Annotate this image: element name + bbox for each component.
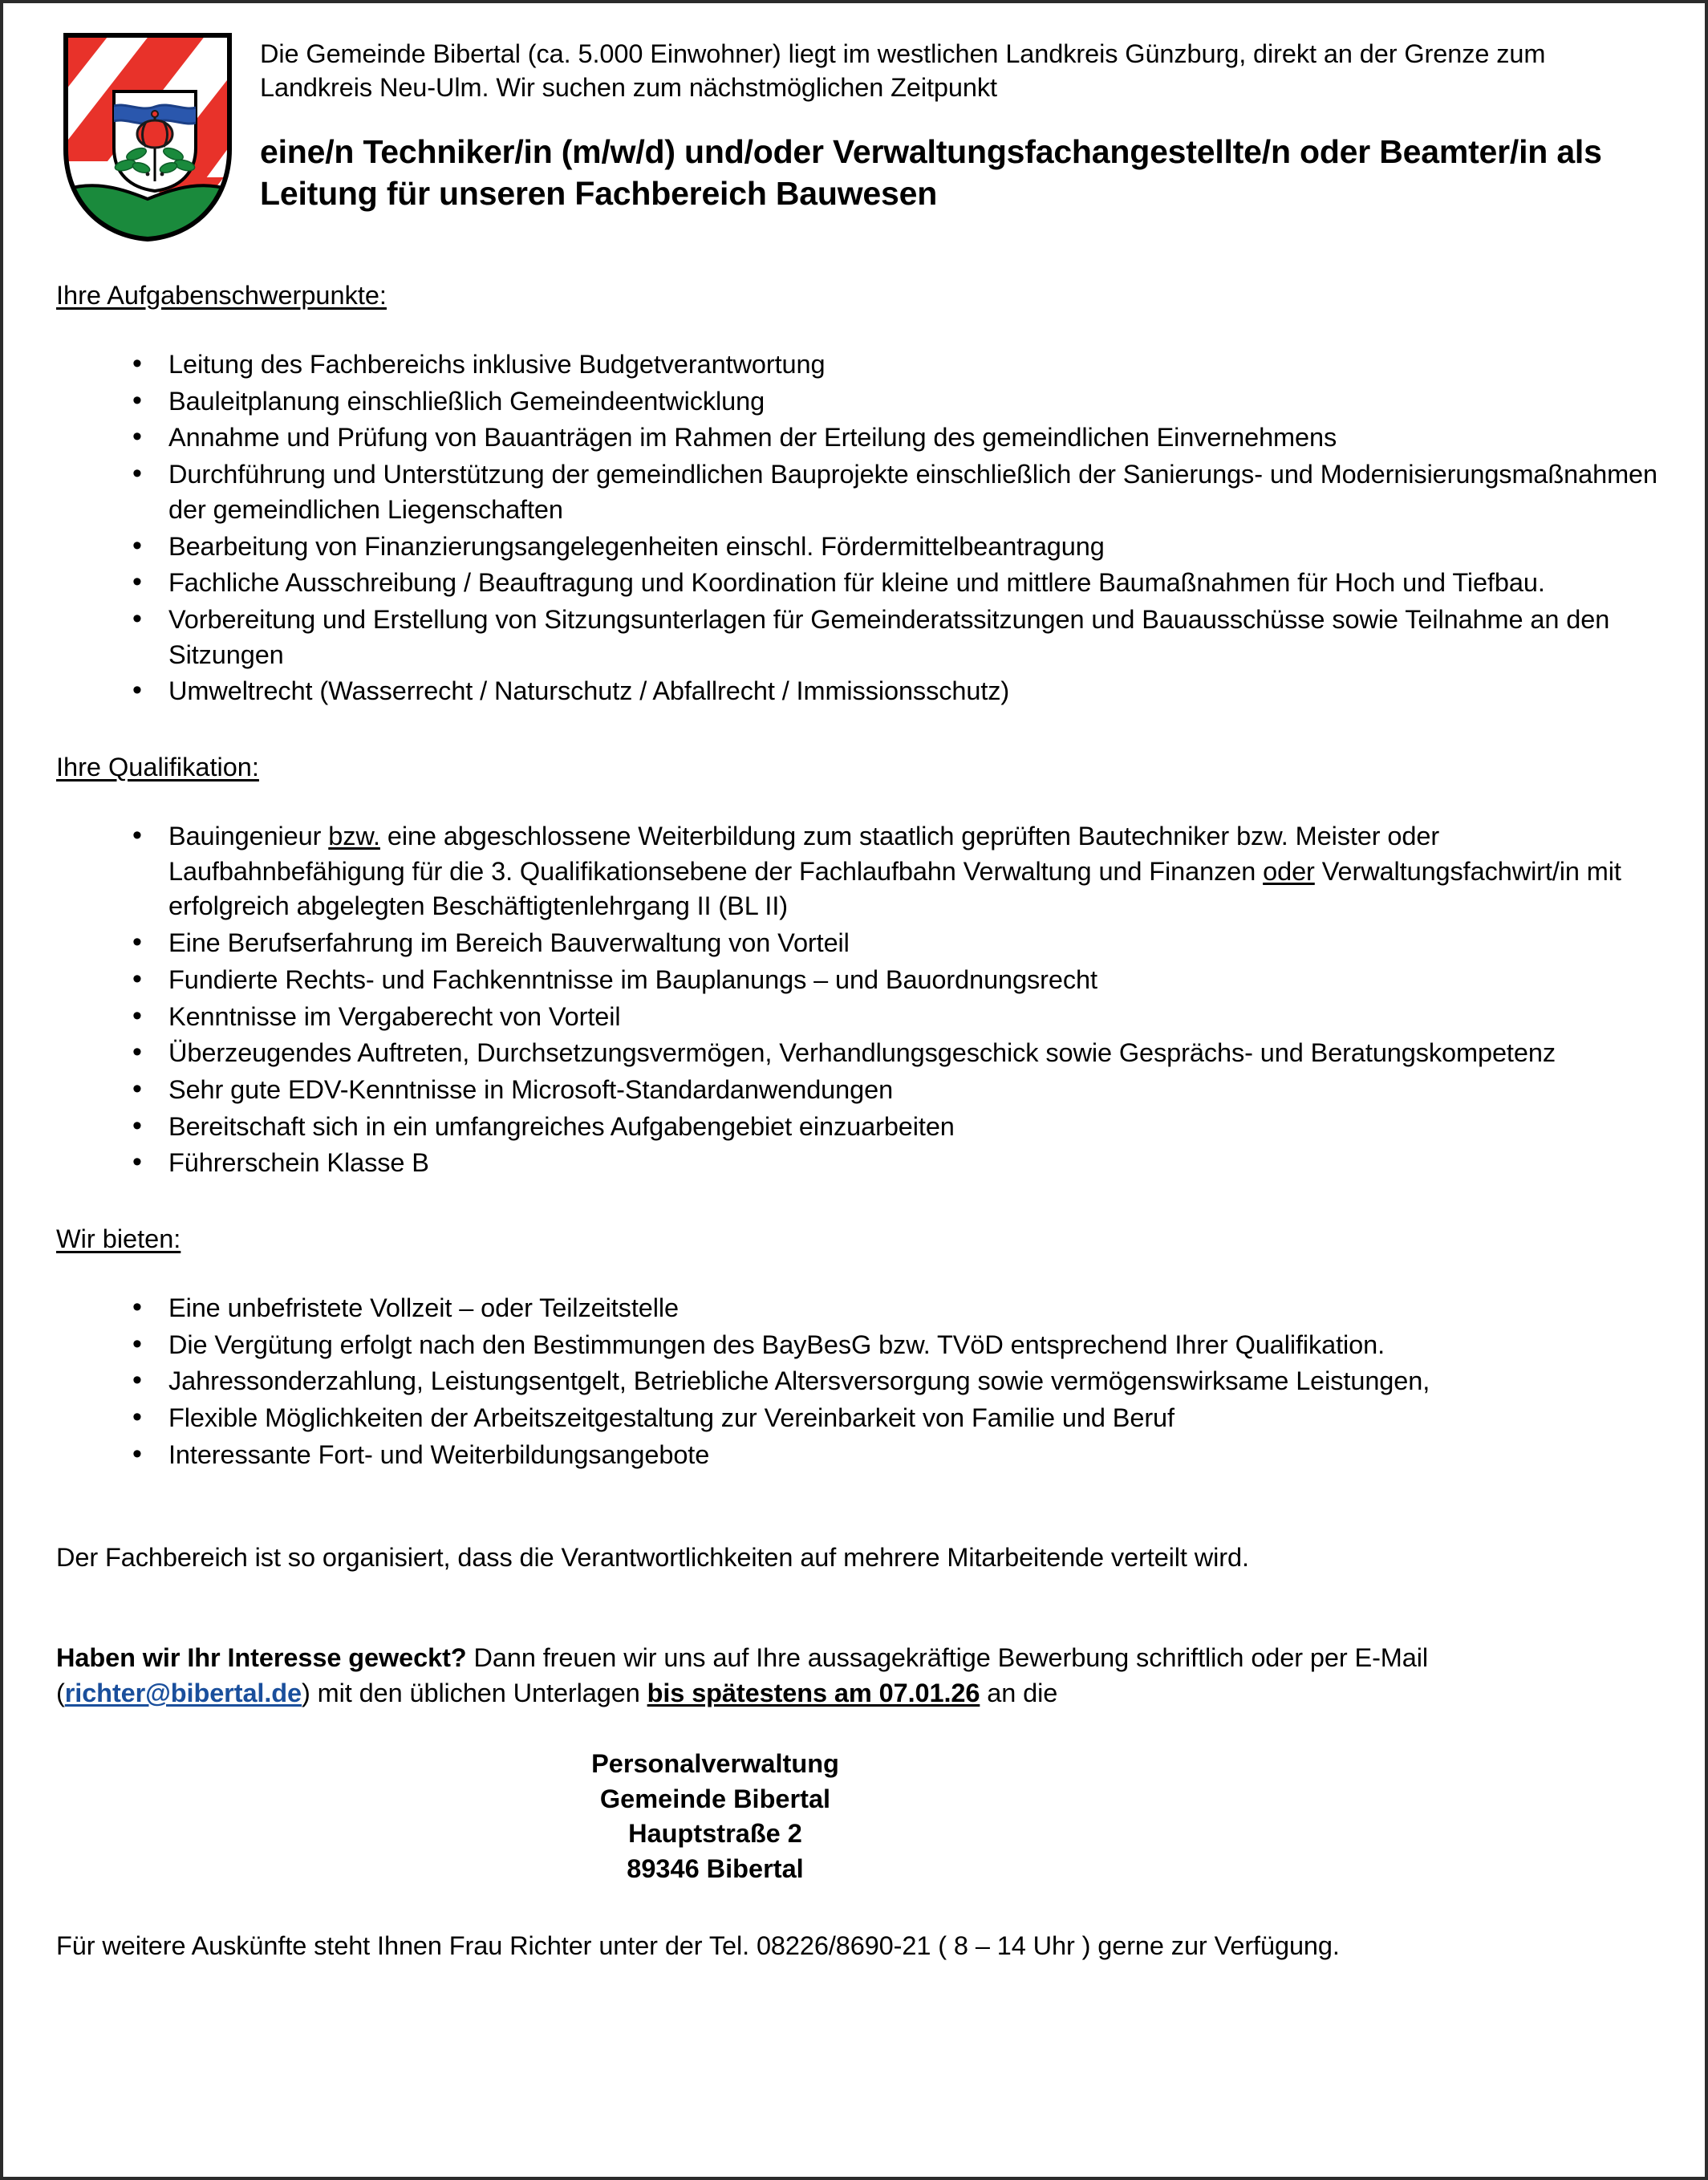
coat-of-arms-icon — [51, 29, 244, 246]
email-link[interactable]: richter@bibertal.de — [64, 1678, 302, 1707]
cta-bold: Haben wir Ihr Interesse geweckt? — [56, 1643, 467, 1673]
list-item: • Eine Berufserfahrung im Bereich Bauverwaltung von Vorteil — [56, 926, 1663, 961]
list-item: • Leitung des Fachbereichs inklusive Budgetverantwortung — [56, 347, 1663, 383]
list-item: • Die Vergütung erfolgt nach den Bestimmungen des BayBesG bzw. TVöD entsprechend Ihrer Qualifikation. — [56, 1328, 1663, 1363]
document-body — [45, 281, 1663, 1964]
address-line-city: 89346 Bibertal — [627, 1854, 804, 1884]
list-item: • Bauleitplanung einschließlich Gemeindeentwicklung — [56, 384, 1663, 420]
list-item: • Sehr gute EDV-Kenntnisse in Microsoft-Standardanwendungen — [56, 1073, 1663, 1108]
qual-part-1: Bauingenieur — [168, 822, 329, 851]
qual-underline-1: bzw. — [328, 822, 380, 851]
crest-container — [45, 27, 260, 246]
cta-after-deadline: an die — [980, 1678, 1058, 1707]
list-item-qualification-primary — [56, 819, 1663, 924]
qual-part-2: eine abgeschlossene Weiterbildung zum staatlich geprüften Bautechniker bzw. Meister oder Laufbahnbefähigung für die 3. Qualifikationsebene der Fachlaufbahn Verwaltung und Finanzen — [168, 822, 1440, 886]
list-item: • Fachliche Ausschreibung / Beauftragung und Koordination für kleine und mittlere Baumaßnahmen für Hoch und Tiefbau. — [56, 566, 1663, 601]
address-line-municipality: Gemeinde Bibertal — [599, 1784, 831, 1813]
list-item: • Jahressonderzahlung, Leistungsentgelt, Betriebliche Altersversorgung sowie vermögenswirksame Leistungen, — [56, 1364, 1663, 1399]
contact-footer: Für weitere Auskünfte steht Ihnen Frau Richter unter der Tel. 08226/8690-21 ( 8 – 14 Uhr ) gerne zur Verfügung. — [56, 1931, 1340, 1961]
list-item: • Flexible Möglichkeiten der Arbeitszeitgestaltung zur Vereinbarkeit von Familie und Beruf — [56, 1401, 1663, 1436]
list-item: • Bereitschaft sich in ein umfangreiches Aufgabengebiet einzuarbeiten — [56, 1110, 1663, 1145]
section-heading-offer: Wir bieten: — [56, 1224, 181, 1254]
organisation-note: Der Fachbereich ist so organisiert, dass die Verantwortlichkeiten auf mehrere Mitarbeitende verteilt wird. — [56, 1542, 1249, 1572]
list-item: • Durchführung und Unterstützung der gemeindlichen Bauprojekte einschließlich der Sanierungs- und Modernisierungsmaßnahmen der gemeindlichen Liegenschaften — [56, 457, 1663, 527]
qualification-list — [56, 819, 1663, 1181]
address-block — [56, 1747, 1663, 1888]
section-heading-tasks: Ihre Aufgabenschwerpunkte: — [56, 281, 387, 310]
list-item: • Fundierte Rechts- und Fachkenntnisse im Bauplanungs – und Bauordnungsrecht — [56, 963, 1663, 998]
deadline-text: bis spätestens am 07.01.26 — [647, 1678, 980, 1707]
list-item: • Überzeugendes Auftreten, Durchsetzungsvermögen, Verhandlungsgeschick sowie Gesprächs- und Beratungskompetenz — [56, 1036, 1663, 1071]
section-heading-qualification: Ihre Qualifikation: — [56, 753, 259, 782]
address-line-street: Hauptstraße 2 — [628, 1819, 802, 1849]
list-item: • Interessante Fort- und Weiterbildungsangebote — [56, 1438, 1663, 1473]
list-item: • Bearbeitung von Finanzierungsangelegenheiten einschl. Fördermittelbeantragung — [56, 530, 1663, 565]
qual-part-3: Verwaltungsfachwirt/in mit erfolgreich abgelegten Beschäftigtenlehrgang II (BL II) — [168, 856, 1621, 921]
tasks-list — [56, 347, 1663, 709]
header-text-block — [260, 27, 1663, 214]
list-item: • Vorbereitung und Erstellung von Sitzungsunterlagen für Gemeinderatssitzungen und Bauausschüsse sowie Teilnahme an den Sitzungen — [56, 603, 1663, 672]
list-item: • Annahme und Prüfung von Bauanträgen im Rahmen der Erteilung des gemeindlichen Einvernehmens — [56, 420, 1663, 456]
address-line-department: Personalverwaltung — [591, 1748, 839, 1778]
list-item: • Führerschein Klasse B — [56, 1146, 1663, 1181]
cta-after-email: ) mit den üblichen Unterlagen — [302, 1678, 647, 1707]
qual-underline-2: oder — [1263, 856, 1315, 886]
call-to-action-paragraph — [56, 1641, 1663, 1711]
offer-list — [56, 1291, 1663, 1473]
intro-paragraph: Die Gemeinde Bibertal (ca. 5.000 Einwohner) liegt im westlichen Landkreis Günzburg, direkt an der Grenze zum Landkreis Neu-Ulm. Wir suchen zum nächstmöglichen Zeitpunkt — [260, 39, 1546, 103]
list-item: • Eine unbefristete Vollzeit – oder Teilzeitstelle — [56, 1291, 1663, 1326]
page-title: eine/n Techniker/in (m/w/d) und/oder Verwaltungsfachangestellte/n oder Beamter/in als Leitung für unseren Fachbereich Bauwesen — [260, 132, 1602, 212]
list-item: • Umweltrecht (Wasserrecht / Naturschutz / Abfallrecht / Immissionsschutz) — [56, 674, 1663, 709]
cta-rest: Dann freuen wir uns auf Ihre aussagekräftige Bewerbung schriftlich oder per E-Mail ( — [56, 1643, 1429, 1707]
list-item: • Kenntnisse im Vergaberecht von Vorteil — [56, 1000, 1663, 1035]
document-header — [45, 27, 1663, 246]
